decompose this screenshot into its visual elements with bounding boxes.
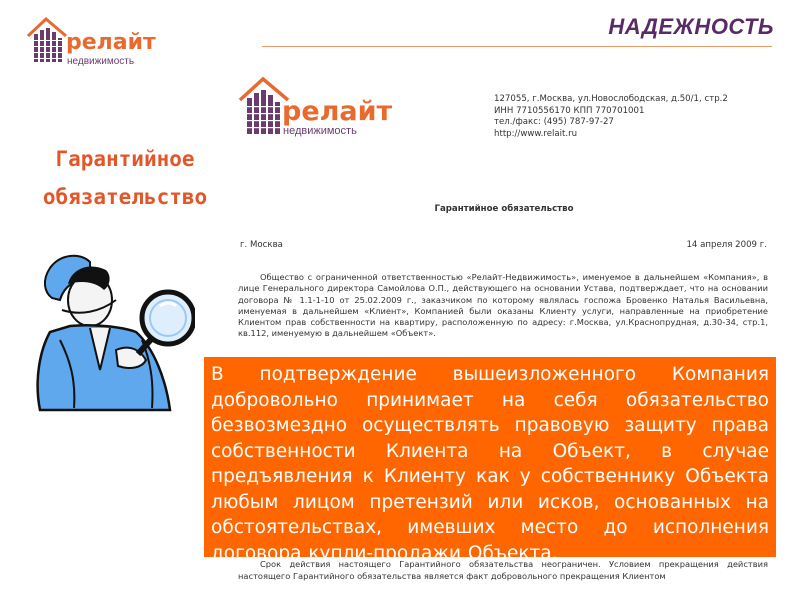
document-date: 14 апреля 2009 г.: [686, 240, 767, 250]
document-city: г. Москва: [240, 240, 283, 250]
document-logo-subtitle: недвижимость: [283, 125, 357, 137]
document-address: [494, 94, 728, 140]
slide-title: НАДЕЖНОСТЬ: [608, 14, 774, 39]
highlight-box: [204, 357, 776, 564]
left-heading-line2: обязательство: [42, 185, 208, 209]
logo-name: релайт: [66, 30, 156, 55]
left-heading-line1: Гарантийное: [55, 147, 195, 171]
document-paragraph: Общество с ограниченной ответственностью «Релайт-Недвижимость», именуемое в дальнейшем «Компания», в лице Генерального директора Самойлова О.П., действующего на основании Устава, подтверждает, что на основании договора № 1.1-1-10 от 25.02.2009 г., заказчиком по которому являлась госпожа Бровенко Наталья Васильевна, именуемая в дальнейшем «Клиент», Компанией были оказаны Клиенту услуги, направленные на приобретение Клиентом прав собственности на квартиру, расположенную по адресу: г.Москва, ул.Краснопрудная, д.30-34, стр.1, кв.112, именуемую в дальнейшем «Объект».: [238, 272, 768, 339]
address-line: тел./факс: (495) 787-97-27: [494, 117, 614, 127]
logo-house-icon: [26, 16, 68, 64]
header-logo: [26, 16, 156, 67]
address-line: 127055, г.Москва, ул.Новослободская, д.50/1, стр.2: [494, 94, 728, 104]
address-line: http://www.relait.ru: [494, 128, 578, 139]
document-logo: [238, 76, 393, 138]
logo-subtitle: недвижимость: [67, 56, 135, 67]
left-heading: [10, 140, 240, 216]
highlight-text: В подтверждение вышеизложенного Компания добровольно принимает на себя обязательство безвозмездно осуществлять правовую защиту права собственности Клиента на Объект, в случае предъявления к Клиенту как у собственнику Объекта любым лицом претензий или исков, основанных на обстоятельствах, имевших место до исполнения договора купли-продажи Объекта.: [211, 364, 769, 564]
address-line: ИНН 7710556170 КПП 770701001: [494, 105, 645, 116]
detective-magnifier-icon: [20, 240, 195, 420]
title-divider: [262, 46, 772, 47]
document-heading: Гарантийное обязательство: [434, 204, 574, 214]
document-logo-name: релайт: [282, 96, 393, 127]
document-bottom-paragraph: Срок действия настоящего Гарантийного обязательства неограничен. Условием прекращения действия настоящего Гарантийного обязательства является факт добровольного прекращения Клиентом: [238, 559, 768, 581]
